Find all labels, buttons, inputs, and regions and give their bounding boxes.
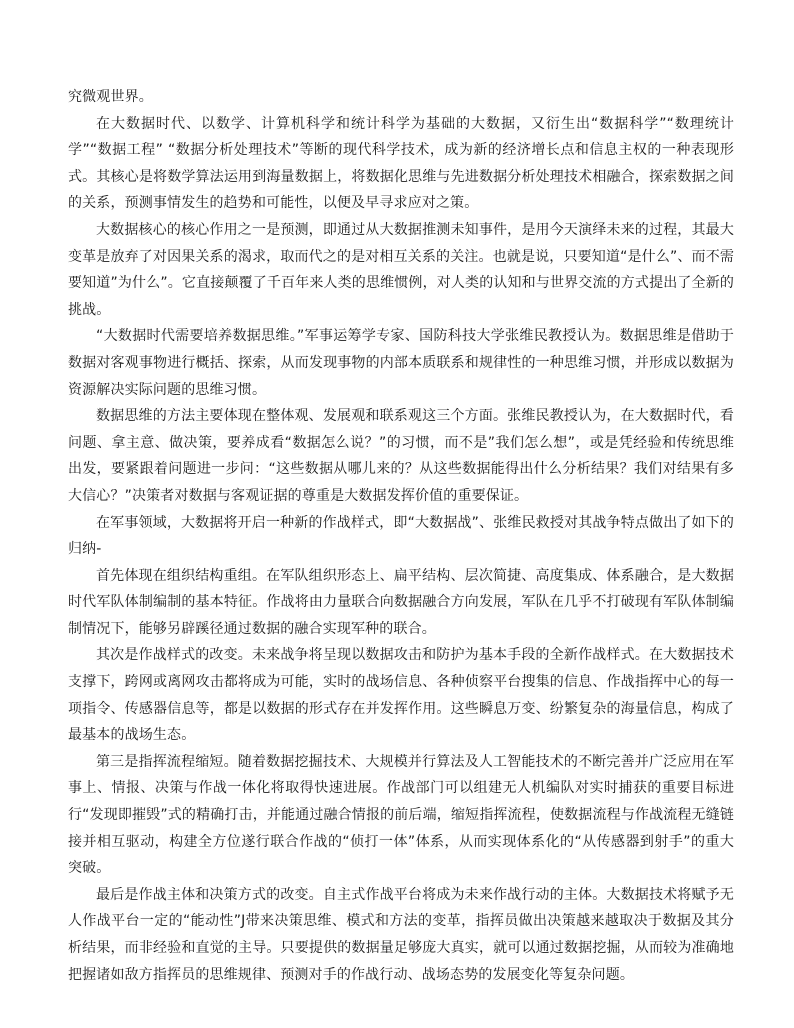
paragraph-prediction: 大数据核心的核心作用之一是预测，即通过从大数据推测未知事件，是用今天演绎未来的过程，其最大变革是放弃了对因果关系的渴求，取而代之的是对相互关系的关注。也就是说，只要知道“是什么”、而不需要知道”为什么”。它直接颠覆了千百年来人类的思维惯例，对人类的认知和与世界交流的方式提出了全新的挑战。 [68,221,734,318]
paragraph-continuation: 究微观世界。 [68,89,153,105]
paragraph-command-flow: 第三是指挥流程缩短。随着数据挖掘技术、大规模并行算法及人工智能技术的不断完善并广泛应用在军事上、情报、决策与作战一体化将取得快速进展。作战部门可以组建无人机编队对实时捕获的重要目标进行“发现即摧毁”式的精确打击，并能通过融合情报的前后端，缩短指挥流程，使数据流程与作战流程无缝链接并相互驱动，构建全方位遂行联合作战的“侦打一体”体系，从而实现体系化的“从传感器到射手”的重大突破。 [68,753,734,877]
paragraph-thinking-methods: 数据思维的方法主要体现在整体观、发展观和联系观这三个方面。张维民教授认为，在大数据时代，看问题、拿主意、做决策，要养成看“数据怎么说？”的习惯，而不是”我们怎么想”，或是凭经验和传统思维出发，要紧跟着问题进一步问：“这些数据从哪儿来的？从这些数据能得出什么分析结果？我们对结果有多大信心？”决策者对数据与客观证据的尊重是大数据发挥价值的重要保证。 [68,408,734,504]
paragraph-big-data-era: 在大数据时代、以数学、计算机科学和统计科学为基础的大数据，又衍生出“数据科学”“数理统计学”“数据工程” “数据分析处理技术”等断的现代科学技术，成为新的经济增长点和信息主权的一种表现形式。其核心是将数学算法运用到海量数据上，将数据化思维与先进数据分析处理技术相融合，探索数据之间的关系，预测事情发生的趋势和可能性，以便及早寻求应对之策。 [68,115,734,212]
document-body [68,84,734,988]
paragraph-organization: 首先体现在组织结构重组。在军队组织形态上、扁平结构、层次简捷、高度集成、体系融合，是大数据时代军队体制编制的基本特征。作战将由力量联合向数据融合方向发展，军队在几乎不打破现有军队体制编制情况下，能够另辟蹊径通过数据的融合实现军种的联合。 [68,567,734,637]
paragraph-combat-style: 其次是作战样式的改变。未来战争将呈现以数据攻击和防护为基本手段的全新作战样式。在大数据技术支撑下，跨网或离网攻击都将成为可能，实时的战场信息、各种侦察平台搜集的信息、作战指挥中心的每一项指令、传感器信息等，都是以数据的形式存在并发挥作用。这些瞬息万变、纷繁复杂的海量信息，构成了最基本的战场生态。 [68,647,734,744]
paragraph-military-domain: 在军事领域，大数据将开启一种新的作战样式，即“大数据战”、张维民救授对其战争特点做出了如下的归纳- [68,514,734,558]
paragraph-decision-making: 最后是作战主体和决策方式的改变。自主式作战平台将成为未来作战行动的主体。大数据技术将赋予无人作战平台一定的“能动性”J带来决策思维、模式和方法的变革，指挥员做出决策越来越取决于数据及其分析结果，而非经验和直觉的主导。只要提供的数据量足够庞大真实，就可以通过数据挖掘，从而较为准确地把握诸如敌方指挥员的思维规律、预测对手的作战行动、战场态势的发展变化等复杂问题。 [68,886,734,983]
paragraph-data-thinking: “大数据时代需要培养数据思维。”军事运筹学专家、国防科技大学张维民教授认为。数据思维是借助于数据对客观事物进行概括、探索，从而发现事物的内部本质联系和规律性的一种思维习惯，并形成以数据为资源解决实际问题的思维习惯。 [68,328,734,398]
